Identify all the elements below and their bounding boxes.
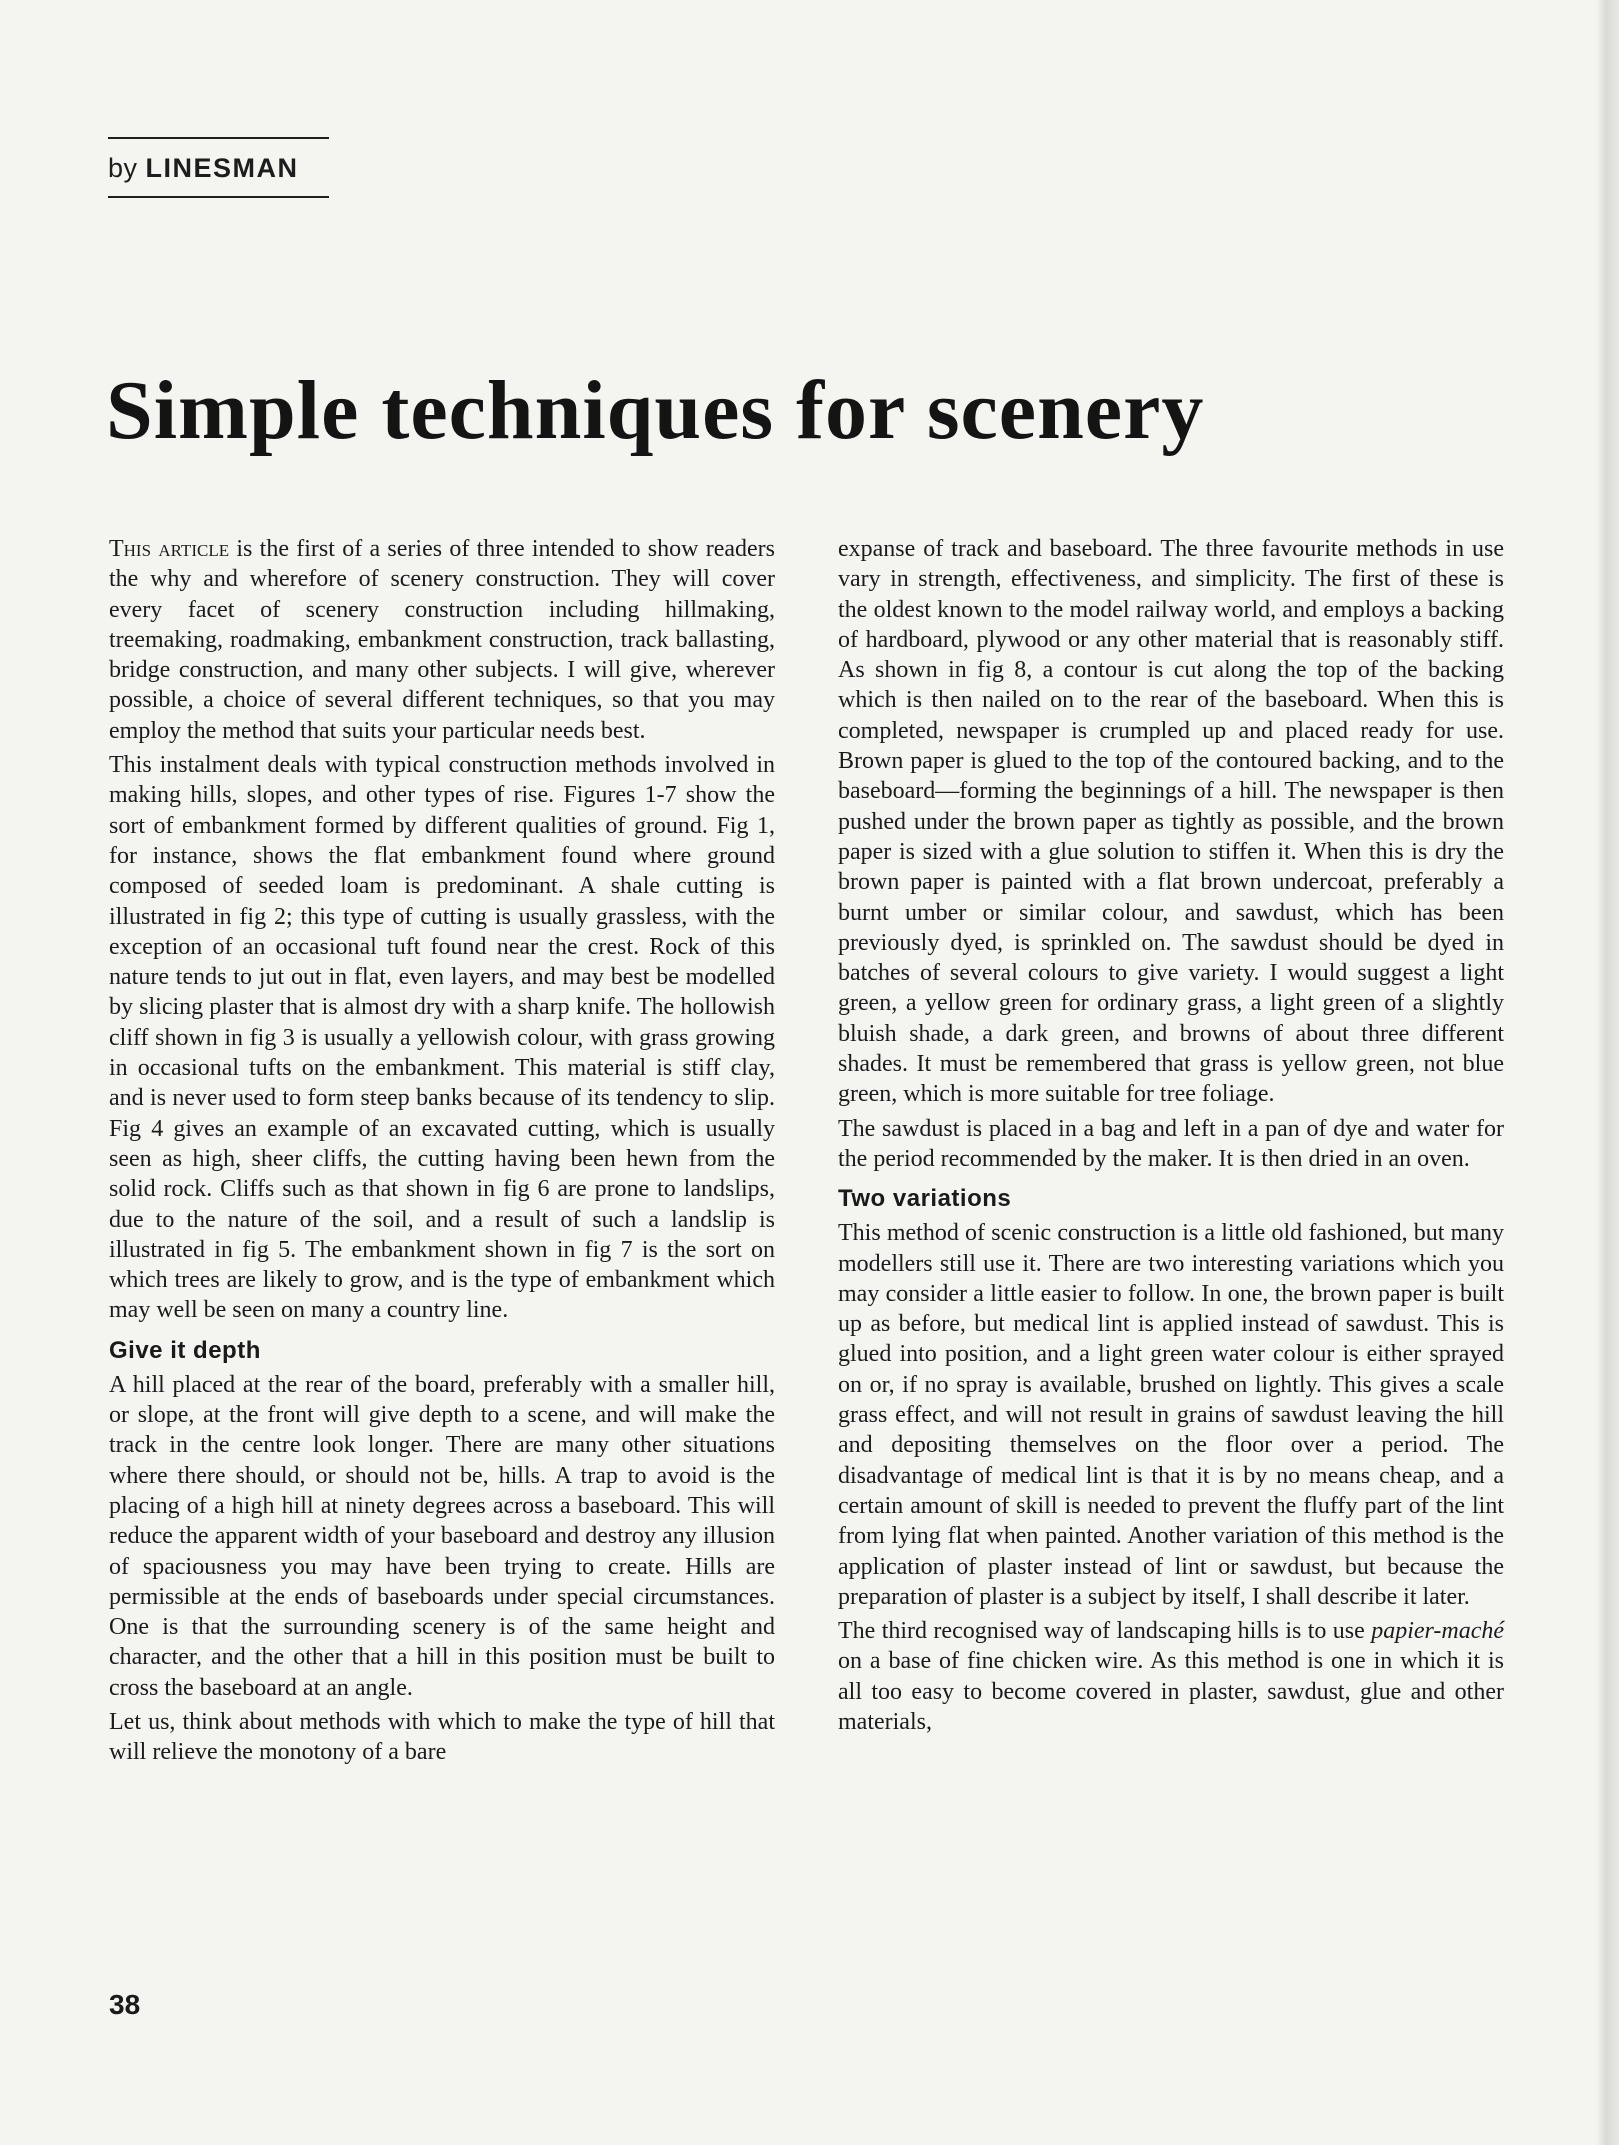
byline-box	[108, 137, 329, 198]
byline-author: LINESMAN	[145, 153, 299, 183]
paragraph: Let us, think about methods with which to make the type of hill that will relieve the monotony of a bare	[109, 1708, 775, 1766]
paragraph	[109, 534, 775, 746]
paragraph: This method of scenic construction is a little old fashioned, but many modellers still use it. There are two interesting variations which you may consider a little easier to follow. In one, the brown paper is built up as before, but medical lint is applied instead of sawdust. This is glued into position, and a light green water colour is either sprayed on or, if no spray is available, brushed on lightly. This gives a scale grass effect, and will not result in grains of sawdust leaving the hill and depositing themselves on the floor over a period. The disadvantage of medical lint is that it is by no means cheap, and a certain amount of skill is needed to prevent the fluffy part of the lint from lying flat when painted. Another variation of this method is the application of plaster instead of lint or sawdust, but because the preparation of plaster is a subject by itself, I shall describe it later.	[838, 1220, 1504, 1610]
italic-term: papier-maché	[1371, 1618, 1504, 1645]
subheading: Give it depth	[109, 1336, 261, 1364]
left-column	[109, 534, 775, 1772]
article-title: Simple techniques for scenery	[106, 364, 1205, 457]
paragraph: A hill placed at the rear of the board, preferably with a smaller hill, or slope, at the front will give depth to a scene, and will make the track in the centre look longer. There are many other situations where there should, or should not be, hills. A trap to avoid is the placing of a high hill at ninety degrees across a baseboard. This will reduce the apparent width of your baseboard and destroy any illusion of spaciousness you may have been trying to create. Hills are permissible at the ends of baseboards under special circumstances. One is that the surrounding scenery is of the same height and character, and the other that a hill in this position must be built to cross the baseboard at an angle.	[109, 1371, 775, 1701]
lead-in: This article	[109, 536, 230, 562]
page-edge-shadow	[1597, 0, 1619, 2145]
byline-prefix: by	[108, 153, 138, 183]
paragraph-text: The third recognised way of landscaping hills is to use	[838, 1618, 1372, 1645]
paragraph-text: is the first of a series of three intended to show readers the why and wherefore of scenery construction. They will cover every facet of scenery construction including hillmaking, treemaking, roadmaking, embankment construction, track ballasting, bridge construction, and many other subjects. I will give, wherever possible, a choice of several different techniques, so that you may employ the method that suits your particular needs best.	[109, 536, 775, 744]
right-column	[838, 534, 1504, 1741]
subheading: Two variations	[838, 1185, 1012, 1213]
paragraph: The sawdust is placed in a bag and left in a pan of dye and water for the period recommended by the maker. It is then dried in an oven.	[838, 1115, 1504, 1172]
paragraph	[838, 1616, 1504, 1737]
paragraph: This instalment deals with typical construction methods involved in making hills, slopes, and other types of rise. Figures 1-7 show the sort of embankment formed by different qualities of ground. Fig 1, for instance, shows the flat embankment found where ground composed of seeded loam is predominant. A shale cutting is illustrated in fig 2; this type of cutting is usually grassless, with the exception of an occasional tuft found near the crest. Rock of this nature tends to jut out in flat, even layers, and may best be modelled by slicing plaster that is almost dry with a sharp knife. The hollowish cliff shown in fig 3 is usually a yellowish colour, with grass growing in occasional tufts on the embankment. This material is stiff clay, and is never used to form steep banks because of its tendency to slip. Fig 4 gives an example of an excavated cutting, which is usually seen as high, sheer cliffs, the cutting having been hewn from the solid rock. Cliffs such as that shown in fig 6 are prone to landslips, due to the nature of the soil, and a result of such a landslip is illustrated in fig 5. The embankment shown in fig 7 is the sort on which trees are likely to grow, and is the type of embankment which may well be seen on many a country line.	[109, 752, 775, 1324]
byline	[108, 153, 329, 184]
page-number: 38	[109, 1989, 141, 2020]
paragraph: expanse of track and baseboard. The three favourite methods in use vary in strength, effectiveness, and simplicity. The first of these is the oldest known to the model railway world, and employs a backing of hardboard, plywood or any other material that is reasonably stiff. As shown in fig 8, a contour is cut along the top of the backing which is then nailed on to the rear of the baseboard. When this is completed, newspaper is crumpled up and placed ready for use. Brown paper is glued to the top of the contoured backing, and to the baseboard—forming the beginnings of a hill. The newspaper is then pushed under the brown paper as tightly as possible, and the brown paper is sized with a glue solution to stiffen it. When this is dry the brown paper is painted with a flat brown undercoat, preferably a burnt umber or similar colour, and sawdust, which has been previously dyed, is sprinkled on. The sawdust should be dyed in batches of several colours to give variety. I would suggest a light green, a yellow green for ordinary grass, a light green of a slightly bluish shade, a dark green, and browns of about three different shades. It must be remembered that grass is yellow green, not blue green, which is more suitable for tree foliage.	[838, 536, 1504, 1108]
paragraph-text: on a base of fine chicken wire. As this method is one in which it is all too easy to become covered in plaster, sawdust, glue and other materials,	[838, 1648, 1504, 1735]
